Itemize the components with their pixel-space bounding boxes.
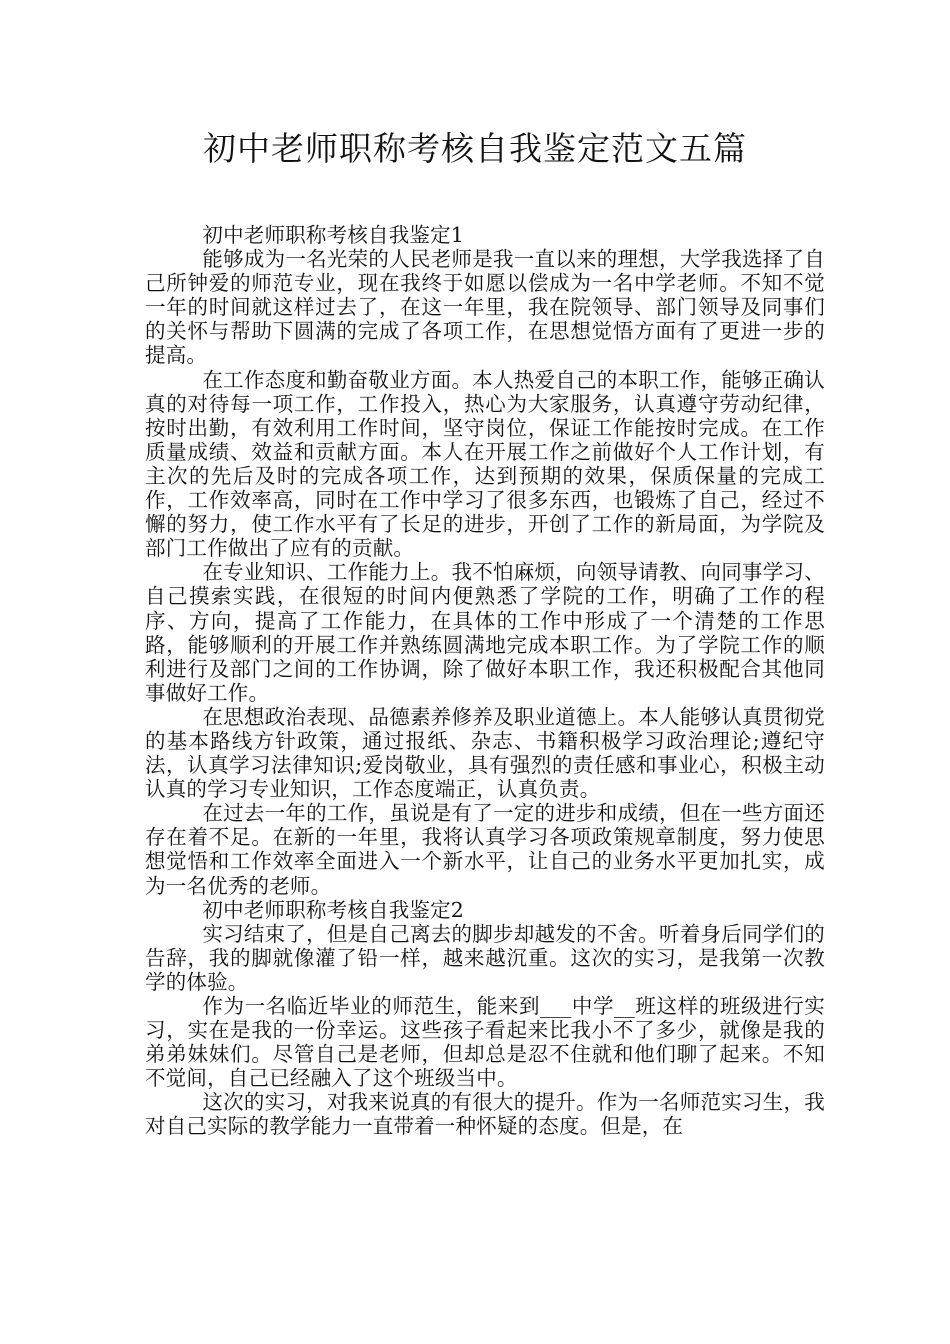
paragraph: 作为一名临近毕业的师范生，能来到___中学__班这样的班级进行实习，实在是我的一份幸运。这些孩子看起来比我小不了多少，就像是我的弟弟妹妹们。尽管自己是老师，但却总是忍不住就和他们聊了起来。不知不觉间，自己已经融入了这个班级当中。 <box>145 994 825 1091</box>
section-heading-1: 初中老师职称考核自我鉴定1 <box>202 223 465 247</box>
paragraph: 实习结束了，但是自己离去的脚步却越发的不舍。听着身后同学们的告辞，我的脚就像灌了铅一样，越来越沉重。这次的实习，是我第一次教学的体验。 <box>145 921 825 994</box>
document-body <box>145 223 825 1139</box>
paragraph: 在工作态度和勤奋敬业方面。本人热爱自己的本职工作，能够正确认真的对待每一项工作，工作投入，热心为大家服务，认真遵守劳动纪律，按时出勤，有效利用工作时间，坚守岗位，保证工作能按时完成。在工作质量成绩、效益和贡献方面。本人在开展工作之前做好个人工作计划，有主次的先后及时的完成各项工作，达到预期的效果，保质保量的完成工作，工作效率高，同时在工作中学习了很多东西，也锻炼了自己，经过不懈的努力，使工作水平有了长足的进步，开创了工作的新局面，为学院及部门工作做出了应有的贡献。 <box>145 367 825 561</box>
paragraph: 在过去一年的工作，虽说是有了一定的进步和成绩，但在一些方面还存在着不足。在新的一年里，我将认真学习各项政策规章制度，努力使思想觉悟和工作效率全面进入一个新水平，让自己的业务水平更加扎实，成为一名优秀的老师。 <box>145 801 825 898</box>
paragraph: 这次的实习，对我来说真的有很大的提升。作为一名师范实习生，我对自己实际的教学能力一直带着一种怀疑的态度。但是，在 <box>145 1090 825 1139</box>
paragraph: 在思想政治表现、品德素养修养及职业道德上。本人能够认真贯彻党的基本路线方针政策，通过报纸、杂志、书籍积极学习政治理论;遵纪守法，认真学习法律知识;爱岗敬业，具有强烈的责任感和事业心，积极主动认真的学习专业知识，工作态度端正，认真负责。 <box>145 704 825 802</box>
paragraph: 能够成为一名光荣的人民老师是我一直以来的理想，大学我选择了自己所钟爱的师范专业，现在我终于如愿以偿成为一名中学老师。不知不觉一年的时间就这样过去了，在这一年里，我在院领导、部门领导及同事们的关怀与帮助下圆满的完成了各项工作，在思想觉悟方面有了更进一步的提高。 <box>145 247 825 368</box>
section-heading-2: 初中老师职称考核自我鉴定2 <box>202 897 465 922</box>
document-title: 初中老师职称考核自我鉴定范文五篇 <box>203 129 747 168</box>
paragraph: 在专业知识、工作能力上。我不怕麻烦，向领导请教、向同事学习、自己摸索实践，在很短的时间内便熟悉了学院的工作，明确了工作的程序、方向，提高了工作能力，在具体的工作中形成了一个清楚的工作思路，能够顺利的开展工作并熟练圆满地完成本职工作。为了学院工作的顺利进行及部门之间的工作协调，除了做好本职工作，我还积极配合其他同事做好工作。 <box>145 560 825 705</box>
